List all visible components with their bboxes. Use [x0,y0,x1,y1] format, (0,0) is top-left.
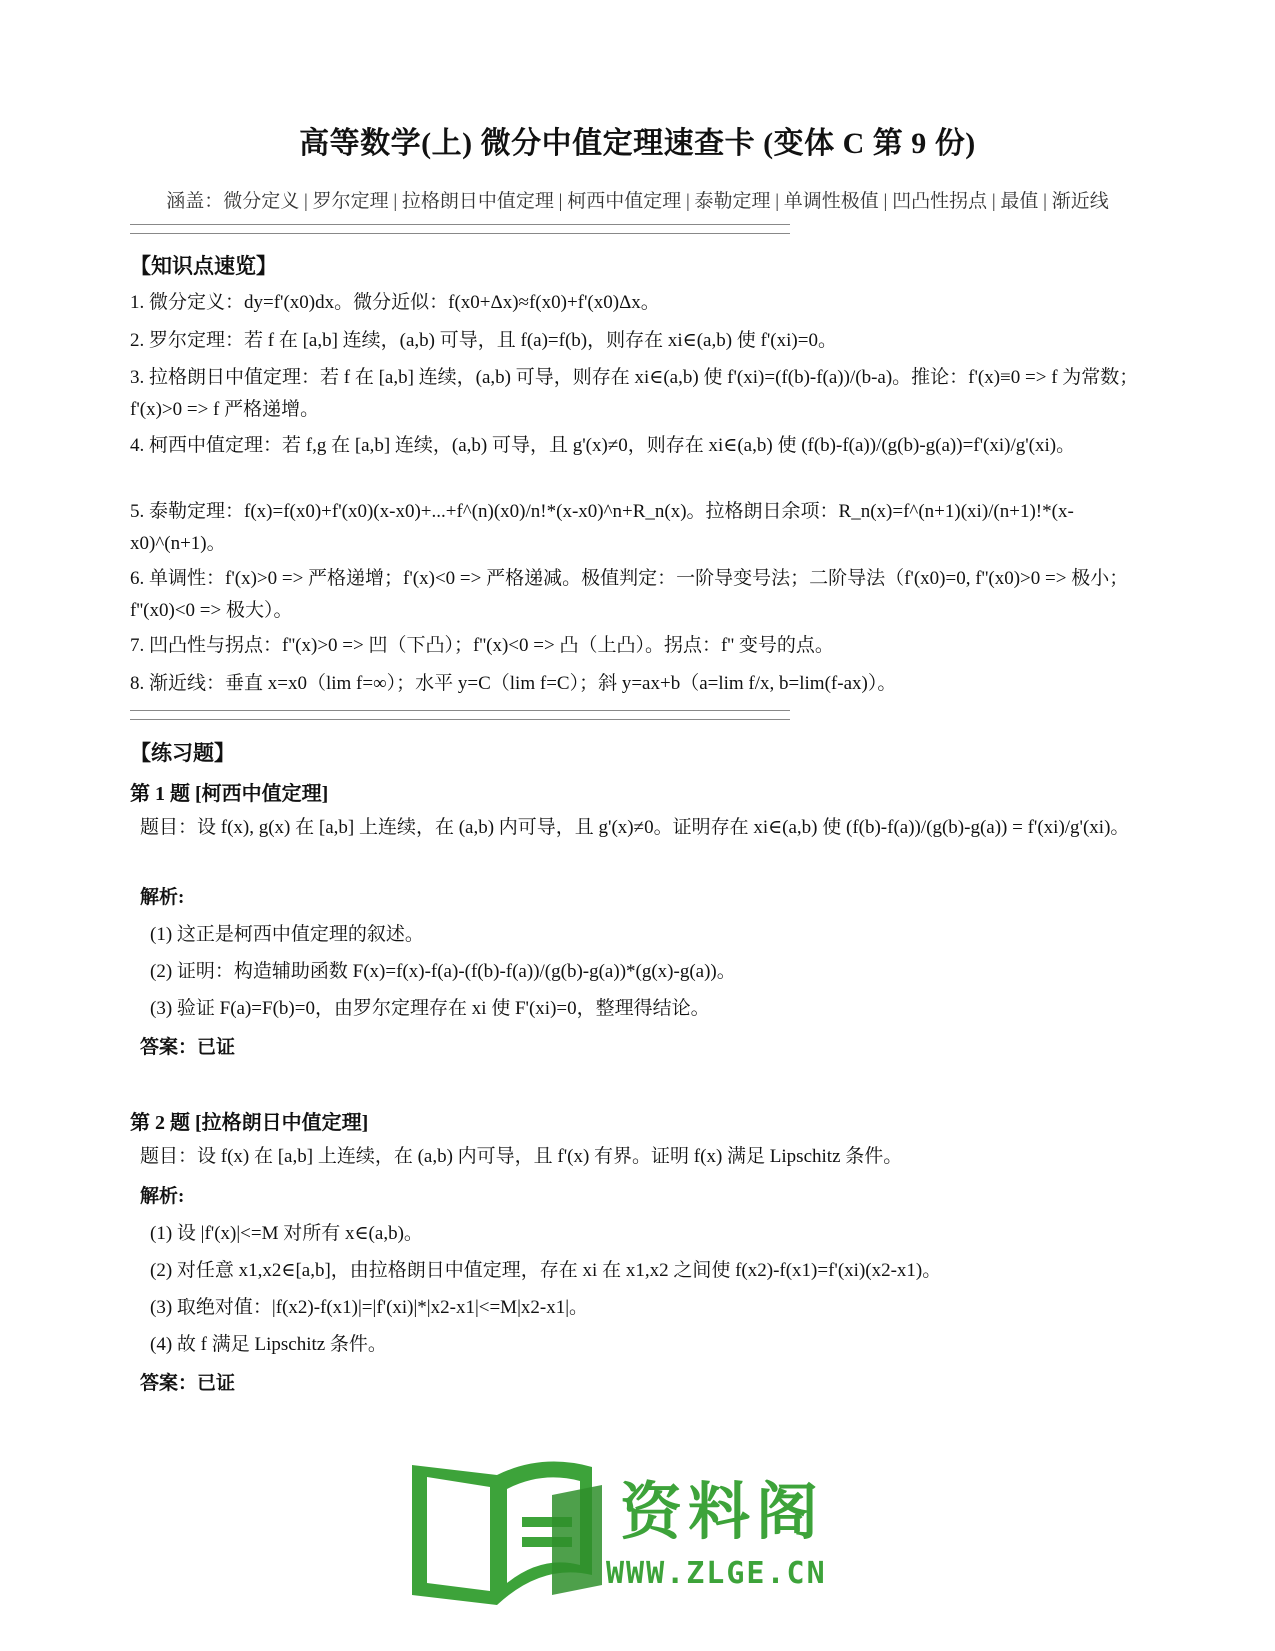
question-1-text: 题目：设 f(x), g(x) 在 [a,b] 上连续，在 (a,b) 内可导，且 g'(x)≠0。证明存在 xi∈(a,b) 使 (f(b)-f(a))/(g(b)-g(a)) = f'(xi)/g'(xi)。 [140,817,1130,838]
separator-top [130,224,790,234]
knowledge-item-6: 6. 单调性：f'(x)>0 => 严格递增；f'(x)<0 => 严格递减。极值判定：一阶导变号法；二阶导法（f'(x0)=0, f''(x0)>0 => 极小；f''(x0)<0 => 极大）。 [130,568,1129,621]
question-2-analysis-label: 解析: [140,1186,185,1207]
knowledge-item-8: 8. 渐近线：垂直 x=x0（lim f=∞）；水平 y=C（lim f=C）；斜 y=ax+b（a=lim f/x, b=lim(f-ax)）。 [130,673,897,694]
knowledge-item-7: 7. 凹凸性与拐点：f''(x)>0 => 凹（下凸）；f''(x)<0 => 凸（上凸）。拐点：f'' 变号的点。 [130,635,834,656]
question-2-step-4: (4) 故 f 满足 Lipschitz 条件。 [150,1334,387,1355]
question-1-answer: 答案：已证 [140,1037,236,1058]
separator-middle [130,710,790,720]
question-2-text: 题目：设 f(x) 在 [a,b] 上连续，在 (a,b) 内可导，且 f'(x) 有界。证明 f(x) 满足 Lipschitz 条件。 [140,1146,903,1167]
question-2-answer: 答案：已证 [140,1373,236,1394]
question-1-step-1: (1) 这正是柯西中值定理的叙述。 [150,924,424,945]
question-2-title: 第 2 题 [拉格朗日中值定理] [130,1112,369,1134]
question-1-step-3: (3) 验证 F(a)=F(b)=0，由罗尔定理存在 xi 使 F'(xi)=0，整理得结论。 [150,998,710,1019]
question-1-step-2: (2) 证明：构造辅助函数 F(x)=f(x)-f(a)-(f(b)-f(a))/(g(b)-g(a))*(g(x)-g(a))。 [150,961,736,982]
knowledge-item-2: 2. 罗尔定理：若 f 在 [a,b] 连续，(a,b) 可导，且 f(a)=f(b)，则存在 xi∈(a,b) 使 f'(xi)=0。 [130,330,837,351]
knowledge-item-3: 3. 拉格朗日中值定理：若 f 在 [a,b] 连续，(a,b) 可导，则存在 xi∈(a,b) 使 f'(xi)=(f(b)-f(a))/(b-a)。推论：f'(x)≡0 => f 为常数；f'(x)>0 => f 严格递增。 [130,367,1139,420]
knowledge-item-1: 1. 微分定义：dy=f'(x0)dx。微分近似：f(x0+Δx)≈f(x0)+f'(x0)Δx。 [130,292,660,313]
practice-heading: 【练习题】 [130,741,235,765]
question-2-step-2: (2) 对任意 x1,x2∈[a,b]，由拉格朗日中值定理，存在 xi 在 x1,x2 之间使 f(x2)-f(x1)=f'(xi)(x2-x1)。 [150,1260,942,1281]
question-2-step-1: (1) 设 |f'(x)|<=M 对所有 x∈(a,b)。 [150,1223,423,1244]
watermark-url: WWW.ZLGE.CN [606,1556,827,1591]
knowledge-item-4: 4. 柯西中值定理：若 f,g 在 [a,b] 连续，(a,b) 可导，且 g'(x)≠0，则存在 xi∈(a,b) 使 (f(b)-f(a))/(g(b)-g(a))=f'(xi)/g'(xi)。 [130,435,1076,456]
watermark-name: 资料阁 [620,1475,825,1548]
knowledge-item-5: 5. 泰勒定理：f(x)=f(x0)+f'(x0)(x-x0)+...+f^(n)(x0)/n!*(x-x0)^n+R_n(x)。拉格朗日余项：R_n(x)=f^(n+1)(xi)/(n+1)!*(x-x0)^(n+1)。 [130,501,1074,554]
knowledge-heading: 【知识点速览】 [130,254,277,278]
question-1-analysis-label: 解析: [140,887,185,908]
page-subtitle: 涵盖：微分定义 | 罗尔定理 | 拉格朗日中值定理 | 柯西中值定理 | 泰勒定理 | 单调性极值 | 凹凸性拐点 | 最值 | 渐近线 [166,191,1109,212]
question-2-step-3: (3) 取绝对值：|f(x2)-f(x1)|=|f'(xi)|*|x2-x1|<=M|x2-x1|。 [150,1297,589,1318]
question-1-title: 第 1 题 [柯西中值定理] [130,783,329,805]
page-title: 高等数学(上) 微分中值定理速查卡 (变体 C 第 9 份) [299,127,976,160]
